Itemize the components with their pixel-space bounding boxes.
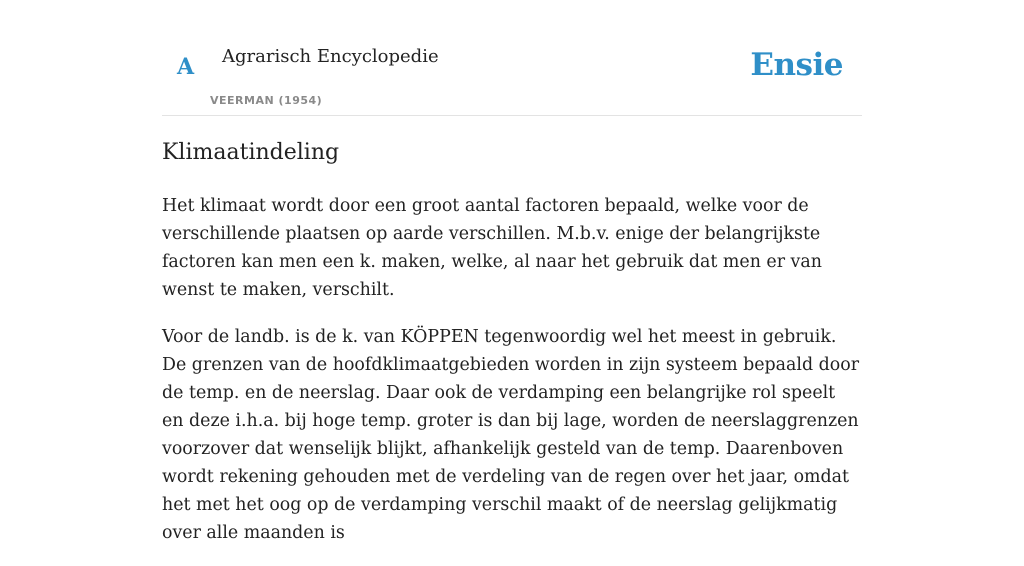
publication-logo[interactable]: A: [177, 54, 195, 80]
page-container: [162, 0, 862, 543]
page-header: [162, 0, 862, 116]
article-body: [162, 192, 862, 566]
article-paragraph: Voor de landb. is de k. van KÖPPEN tegenwoordig wel het meest in gebruik. De grenzen van de hoofdklimaatgebieden worden in zijn systeem bepaald door de temp. en de neerslag. Daar ook de verdamping een belangrijke rol speelt en deze i.h.a. bij hoge temp. groter is dan bij lage, worden de neerslaggrenzen voorzover dat wenselijk blijkt, afhankelijk gesteld van de temp. Daarenboven wordt rekening gehouden met de verdeling van de regen over het jaar, omdat het met het oog op de verdamping verschil maakt of de neerslag gelijkmatig over alle maanden is: [162, 327, 860, 543]
brand-logo[interactable]: Ensie: [750, 47, 843, 83]
article-title: Klimaatindeling: [162, 140, 340, 165]
publication-subtitle: VEERMAN (1954): [210, 94, 323, 107]
article-paragraph: Het klimaat wordt door een groot aantal factoren bepaald, welke voor de verschillende plaatsen op aarde verschillen. M.b.v. enige der belangrijkste factoren kan men een k. maken, welke, al naar het gebruik dat men er van wenst te maken, verschilt.: [162, 196, 822, 300]
publication-title[interactable]: Agrarisch Encyclopedie: [222, 46, 439, 67]
